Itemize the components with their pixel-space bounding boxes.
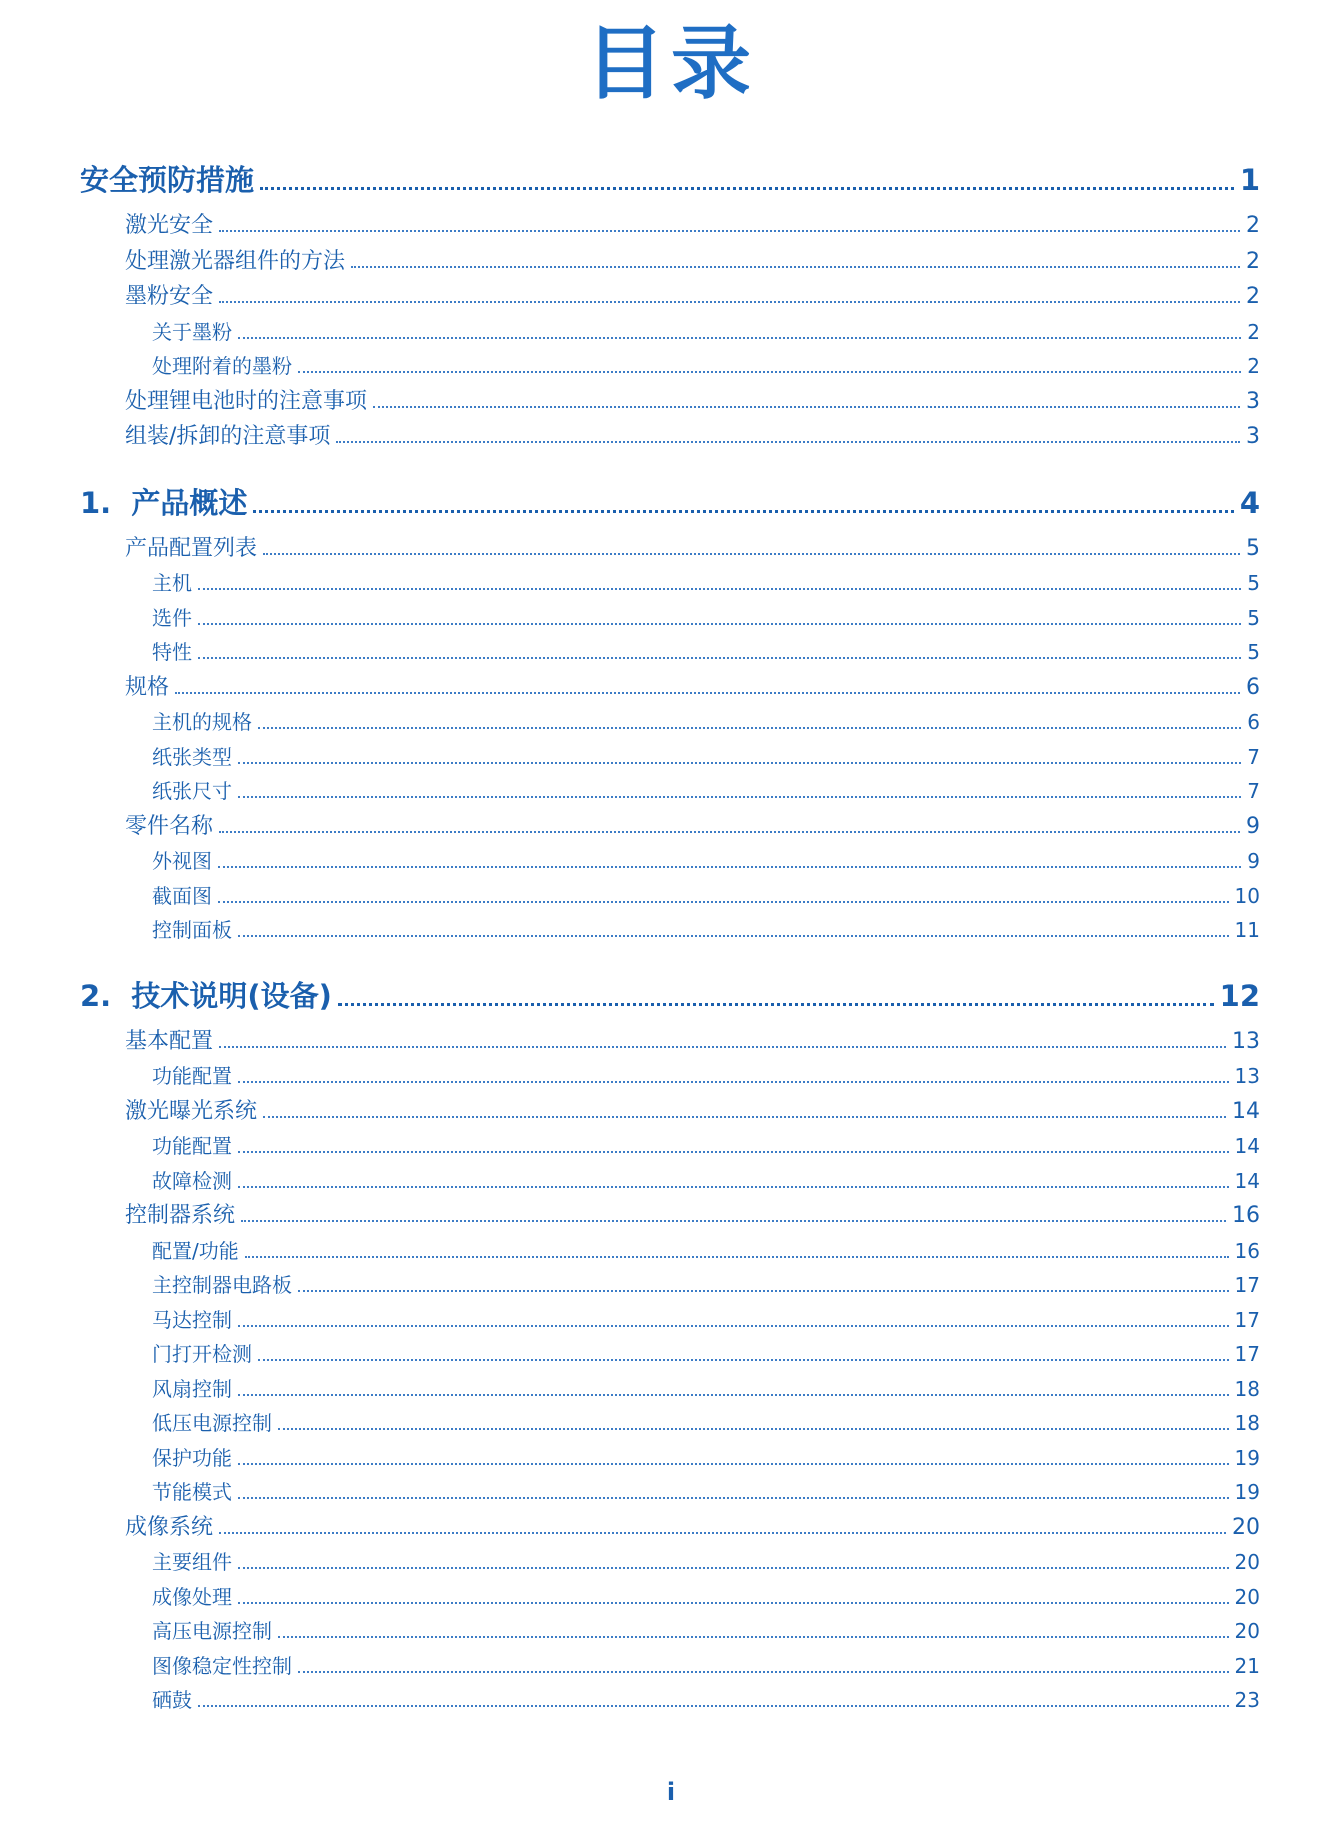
toc-entry-page: 17 (1234, 1342, 1260, 1366)
toc-entry-page: 7 (1247, 744, 1260, 769)
toc-entry[interactable] (80, 1234, 1260, 1269)
toc-entry[interactable] (80, 1268, 1260, 1303)
toc-entry-label: 选件 (152, 605, 192, 630)
dot-leader (198, 568, 1241, 590)
toc-entry-page: 2 (1246, 213, 1260, 238)
toc-entry-label: 外视图 (152, 849, 212, 873)
toc-entry-label: 特性 (152, 640, 192, 664)
toc-entry[interactable] (80, 531, 1260, 567)
toc-entry[interactable] (80, 1372, 1260, 1407)
toc-entry-label: 配置/功能 (152, 1238, 239, 1263)
toc-entry-label: 节能模式 (152, 1480, 232, 1504)
toc-entry-label: 安全预防措施 (80, 163, 255, 197)
toc-entry-page: 14 (1234, 1134, 1260, 1158)
toc-entry-label: 马达控制 (152, 1307, 232, 1332)
dot-leader (245, 1236, 1229, 1258)
dot-leader (278, 1408, 1229, 1430)
toc-entry[interactable] (80, 384, 1260, 420)
toc-entry-label: 成像处理 (152, 1584, 232, 1609)
dot-leader (298, 1270, 1229, 1292)
toc-entry[interactable] (80, 1649, 1260, 1684)
toc-entry[interactable] (80, 635, 1260, 670)
toc-entry-page: 18 (1234, 1376, 1260, 1401)
toc-entry-page: 17 (1234, 1273, 1260, 1297)
toc-entry[interactable] (80, 244, 1260, 280)
toc-entry[interactable] (80, 349, 1260, 384)
toc-entry-label: 规格 (125, 674, 170, 700)
toc-entry[interactable] (80, 1406, 1260, 1441)
dot-leader (253, 481, 1233, 513)
toc-entry-page: 13 (1232, 1028, 1260, 1054)
toc-entry-page: 19 (1234, 1445, 1260, 1470)
toc-entry-page: 14 (1234, 1168, 1260, 1193)
toc-entry-label: 图像稳定性控制 (152, 1653, 292, 1678)
toc-entry-page: 6 (1247, 710, 1260, 734)
dot-leader (219, 1024, 1226, 1048)
toc-entry-label: 保护功能 (152, 1445, 232, 1470)
table-of-contents (80, 152, 1260, 1718)
toc-entry-label: 截面图 (152, 883, 212, 908)
toc-entry[interactable] (80, 1441, 1260, 1476)
toc-entry-label: 处理激光器组件的方法 (125, 248, 346, 274)
toc-entry-chapter-1[interactable] (80, 475, 1260, 531)
toc-entry-page: 9 (1247, 849, 1260, 873)
dot-leader (263, 531, 1240, 555)
toc-entry-page: 17 (1234, 1307, 1260, 1332)
toc-entry[interactable] (80, 1024, 1260, 1060)
toc-entry-label: 主控制器电路板 (152, 1273, 292, 1297)
toc-entry-label: 产品配置列表 (125, 535, 258, 561)
toc-entry-page: 11 (1234, 918, 1260, 942)
toc-entry-page: 19 (1234, 1480, 1260, 1504)
toc-entry-page: 3 (1246, 424, 1260, 449)
dot-leader (373, 384, 1240, 408)
dot-leader (219, 1510, 1226, 1534)
page-number: i (666, 1778, 676, 1806)
toc-entry-label: 低压电源控制 (152, 1411, 272, 1435)
toc-entry-label: 成像系统 (125, 1514, 214, 1540)
toc-entry[interactable] (80, 774, 1260, 809)
dot-leader (263, 1094, 1226, 1118)
dot-leader (238, 915, 1229, 937)
dot-leader (336, 419, 1240, 443)
toc-entry-label: 墨粉安全 (125, 284, 214, 309)
toc-entry-label: 高压电源控制 (152, 1619, 272, 1643)
toc-entry[interactable] (80, 1198, 1260, 1234)
toc-entry[interactable] (80, 1337, 1260, 1372)
dot-leader (241, 1198, 1226, 1222)
toc-entry-page: 2 (1247, 354, 1260, 378)
toc-entry-page: 20 (1234, 1550, 1260, 1574)
dot-leader (238, 1547, 1229, 1569)
toc-entry[interactable] (80, 1510, 1260, 1546)
dot-leader (278, 1616, 1229, 1638)
toc-entry[interactable] (80, 1303, 1260, 1338)
toc-entry-page: 2 (1247, 319, 1260, 344)
toc-entry-label: 激光安全 (125, 213, 214, 238)
toc-entry-page: 6 (1246, 674, 1260, 700)
toc-entry[interactable] (80, 1683, 1260, 1718)
toc-entry-page: 16 (1232, 1203, 1260, 1228)
toc-entry-label: 控制面板 (152, 918, 232, 942)
dot-leader (219, 208, 1240, 232)
toc-entry[interactable] (80, 566, 1260, 601)
toc-entry-page: 7 (1247, 779, 1260, 803)
toc-entry-page: 5 (1246, 535, 1260, 561)
toc-entry[interactable] (80, 279, 1260, 315)
dot-leader (198, 637, 1241, 659)
dot-leader (238, 1166, 1229, 1188)
toc-entry[interactable] (80, 1614, 1260, 1649)
toc-entry-label: 零件名称 (125, 813, 214, 839)
toc-entry-page: 20 (1232, 1514, 1260, 1540)
toc-entry-label: 基本配置 (125, 1028, 214, 1054)
toc-entry[interactable] (80, 1164, 1260, 1199)
dot-leader (219, 279, 1240, 303)
toc-entry[interactable] (80, 879, 1260, 914)
toc-entry-label: 功能配置 (152, 1064, 232, 1088)
dot-leader (218, 846, 1241, 868)
toc-entry-label: 功能配置 (152, 1134, 232, 1158)
dot-leader (238, 742, 1241, 764)
dot-leader (238, 317, 1241, 339)
toc-entry-label: 控制器系统 (125, 1203, 236, 1228)
toc-entry[interactable] (80, 844, 1260, 879)
toc-entry[interactable] (80, 809, 1260, 845)
toc-entry-page: 10 (1234, 883, 1260, 908)
toc-entry[interactable] (80, 913, 1260, 948)
toc-entry[interactable] (80, 1475, 1260, 1510)
toc-entry-page: 20 (1234, 1584, 1260, 1609)
toc-entry-chapter-2[interactable] (80, 968, 1260, 1024)
dot-leader (175, 670, 1240, 694)
toc-entry[interactable] (80, 1580, 1260, 1615)
page-title: 目录 (585, 17, 757, 110)
toc-entry[interactable] (80, 315, 1260, 350)
toc-entry-label: 门打开检测 (152, 1342, 252, 1366)
dot-leader (218, 881, 1229, 903)
toc-entry-page: 16 (1234, 1238, 1260, 1263)
toc-entry-label: 1. 产品概述 (80, 485, 248, 520)
toc-entry-label: 关于墨粉 (152, 319, 232, 344)
dot-leader (238, 1477, 1229, 1499)
dot-leader (351, 244, 1240, 268)
toc-entry-page: 23 (1234, 1688, 1260, 1712)
toc-entry-page: 9 (1246, 813, 1260, 839)
toc-entry-page: 21 (1234, 1653, 1260, 1678)
dot-leader (238, 1305, 1229, 1327)
toc-entry-page: 20 (1234, 1619, 1260, 1643)
toc-entry[interactable] (80, 419, 1260, 455)
toc-entry[interactable] (80, 1129, 1260, 1164)
dot-leader (338, 974, 1214, 1006)
toc-entry-page: 2 (1246, 284, 1260, 309)
toc-entry-page: 5 (1247, 605, 1260, 630)
toc-entry-safety[interactable] (80, 152, 1260, 208)
toc-entry[interactable] (80, 740, 1260, 775)
dot-leader (198, 1685, 1229, 1707)
toc-entry-label: 处理附着的墨粉 (152, 354, 292, 378)
toc-entry-page: 14 (1232, 1098, 1260, 1124)
toc-entry-page: 4 (1239, 485, 1260, 520)
dot-leader (238, 1443, 1229, 1465)
toc-entry-label: 故障检测 (152, 1168, 232, 1193)
dot-leader (238, 1131, 1229, 1153)
toc-entry-page: 5 (1247, 640, 1260, 664)
toc-entry[interactable] (80, 1094, 1260, 1130)
toc-entry-label: 纸张类型 (152, 744, 232, 769)
dot-leader (260, 158, 1234, 190)
toc-entry-page: 12 (1219, 978, 1260, 1013)
dot-leader (198, 603, 1241, 625)
toc-entry[interactable] (80, 1059, 1260, 1094)
dot-leader (258, 707, 1241, 729)
dot-leader (298, 1651, 1229, 1673)
toc-entry-label: 纸张尺寸 (152, 779, 232, 803)
dot-leader (238, 1061, 1229, 1083)
toc-entry[interactable] (80, 1545, 1260, 1580)
dot-leader (298, 351, 1241, 373)
toc-entry-label: 处理锂电池时的注意事项 (125, 388, 368, 414)
toc-entry-page: 3 (1246, 388, 1260, 414)
dot-leader (238, 1374, 1229, 1396)
dot-leader (219, 809, 1240, 833)
toc-entry-label: 主要组件 (152, 1550, 232, 1574)
toc-entry-label: 硒鼓 (152, 1688, 192, 1712)
toc-entry-label: 组装/拆卸的注意事项 (125, 424, 331, 449)
toc-entry-label: 主机 (152, 571, 192, 595)
toc-entry[interactable] (80, 705, 1260, 740)
toc-entry-page: 18 (1234, 1411, 1260, 1435)
toc-entry-label: 2. 技术说明(设备) (80, 978, 332, 1013)
toc-entry-page: 5 (1247, 571, 1260, 595)
toc-entry-page: 13 (1234, 1064, 1260, 1088)
dot-leader (258, 1339, 1229, 1361)
toc-entry-label: 激光曝光系统 (125, 1098, 258, 1124)
toc-entry-label: 风扇控制 (152, 1376, 232, 1401)
toc-entry[interactable] (80, 670, 1260, 706)
dot-leader (238, 776, 1241, 798)
toc-entry[interactable] (80, 208, 1260, 244)
toc-entry-page: 2 (1246, 248, 1260, 274)
toc-entry[interactable] (80, 601, 1260, 636)
toc-entry-page: 1 (1239, 163, 1260, 197)
toc-entry-label: 主机的规格 (152, 710, 252, 734)
dot-leader (238, 1582, 1229, 1604)
